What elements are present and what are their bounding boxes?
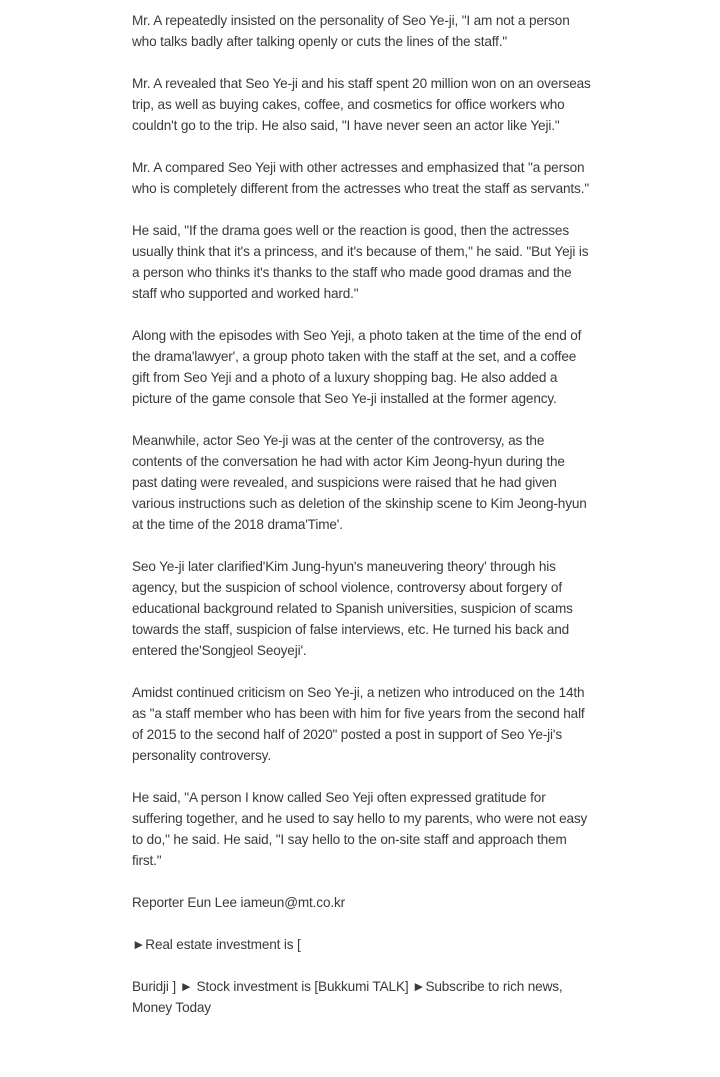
article-paragraph-6: Meanwhile, actor Seo Ye-ji was at the center of the controversy, as the contents of the conversation he had with actor Kim Jeong-hyun during the past dating were revealed, and suspicions were raised that he had given various instructions such as deletion of the skinship scene to Kim Jeong-hyun at the time of the 2018 drama'Time'.	[132, 433, 587, 532]
article-paragraph-7: Seo Ye-ji later clarified'Kim Jung-hyun's maneuvering theory' through his agency, but the suspicion of school violence, controversy about forgery of educational background related to Spanish universities, suspicion of scams towards the staff, suspicion of false interviews, etc. He turned his back and entered the'Songjeol Seoyeji'.	[132, 559, 573, 658]
article-paragraph-5: Along with the episodes with Seo Yeji, a photo taken at the time of the end of the drama'lawyer', a group photo taken with the staff at the set, and a coffee gift from Seo Yeji and a photo of a luxury shopping bag. He also added a picture of the game console that Seo Ye-ji installed at the former agency.	[132, 328, 582, 406]
article-paragraph-9: He said, "A person I know called Seo Yeji often expressed gratitude for suffering together, and he used to say hello to my parents, who were not easy to do," he said. He said, "I say hello to the on-site staff and approach them first."	[132, 790, 588, 868]
article-body	[132, 10, 592, 1039]
article-paragraph-1: Mr. A repeatedly insisted on the personality of Seo Ye-ji, "I am not a person who talks badly after talking openly or cuts the lines of the staff."	[132, 13, 570, 49]
promo-link-stock-and-subscribe[interactable]: Buridji ] ► Stock investment is [Bukkumi TALK] ►Subscribe to rich news, Money Today	[132, 979, 563, 1015]
promo-links[interactable]	[132, 976, 592, 1018]
article-paragraph-3: Mr. A compared Seo Yeji with other actresses and emphasized that "a person who is completely different from the actresses who treat the staff as servants."	[132, 160, 589, 196]
promo-link-real-estate-text[interactable]: ►Real estate investment is [	[132, 937, 301, 952]
article-paragraph-8: Amidst continued criticism on Seo Ye-ji, a netizen who introduced on the 14th as "a staff member who has been with him for five years from the second half of 2015 to the second half of 2020" posted a post in support of Seo Ye-ji's personality controversy.	[132, 685, 585, 763]
reporter-byline: Reporter Eun Lee iameun@mt.co.kr	[132, 895, 346, 910]
article-paragraph-4: He said, "If the drama goes well or the reaction is good, then the actresses usually think that it's a princess, and it's because of them," he said. "But Yeji is a person who thinks it's thanks to the staff who made good dramas and the staff who supported and worked hard."	[132, 223, 589, 301]
article-paragraph-2: Mr. A revealed that Seo Ye-ji and his staff spent 20 million won on an overseas trip, as well as buying cakes, coffee, and cosmetics for office workers who couldn't go to the trip. He also said, "I have never seen an actor like Yeji."	[132, 76, 591, 133]
promo-link-real-estate[interactable]	[132, 934, 592, 955]
